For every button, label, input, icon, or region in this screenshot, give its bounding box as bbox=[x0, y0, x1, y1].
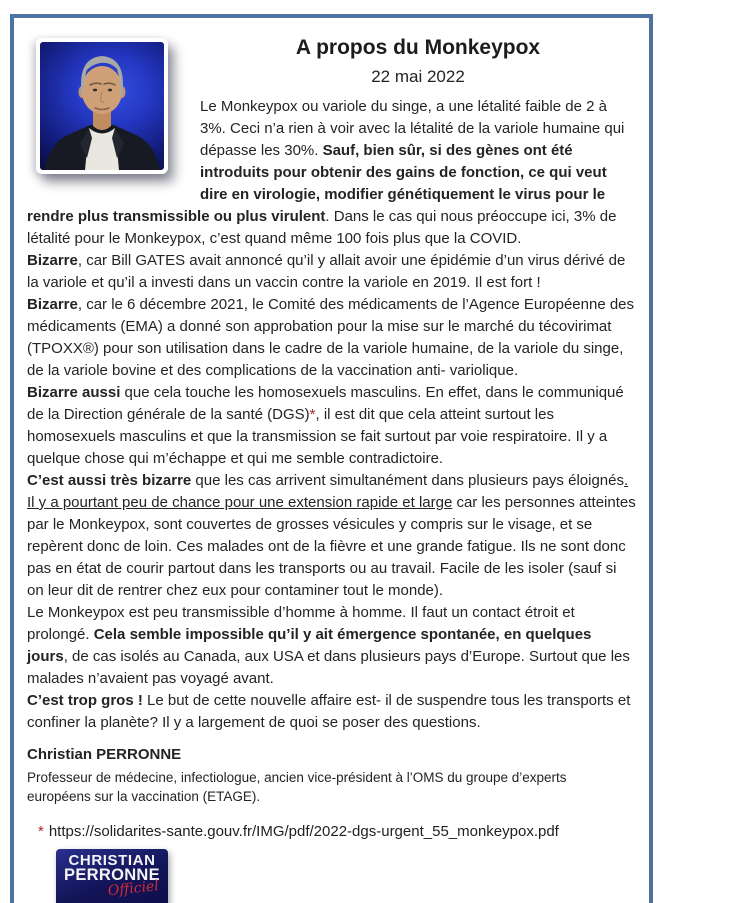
paragraph bbox=[27, 382, 636, 470]
text-segment: , il est dit que cela atteint surtout les homosexuels masculins et que la transmission se fait surtout par voie respiratoire. Il y a quelque chose qui m’échappe et qui me semble contradictoire. bbox=[27, 406, 608, 467]
body-paragraphs bbox=[27, 96, 636, 734]
text-segment: , de cas isolés au Canada, aux USA et dans plusieurs pays d’Europe. Surtout que les malades n’avaient pas voyagé avant. bbox=[27, 648, 630, 687]
text-segment: C’est aussi très bizarre bbox=[27, 472, 192, 489]
text-segment: Sauf, bien sûr, si des gènes ont été introduits pour obtenir des gains de fonction, ce qui veut dire en virologie, modifier génétiquement le virus pour le rendre plus transmissible ou plus virulent bbox=[27, 142, 607, 225]
text-segment: C’est trop gros ! bbox=[27, 692, 143, 709]
portrait-photo bbox=[36, 38, 168, 174]
person-illustration bbox=[40, 42, 164, 170]
document-frame bbox=[10, 14, 653, 903]
text-segment: Le Monkeypox ou variole du singe, a une létalité faible de 2 à 3%. Ceci n’a rien à voir avec la létalité de la variole humaine qui dépasse les 30%. bbox=[200, 98, 625, 159]
text-segment: que les cas arrivent simultanément dans plusieurs pays éloignés bbox=[191, 472, 624, 489]
paragraph bbox=[27, 690, 636, 734]
paragraph bbox=[27, 294, 636, 382]
text-segment: que cela touche les homosexuels masculins. En effet, dans le communiqué de la Direction générale de la santé (DGS) bbox=[27, 384, 624, 423]
signature-role: Professeur de médecine, infectiologue, ancien vice-président à l’OMS du groupe d’experts européens sur la vaccination (ETAGE). bbox=[27, 770, 567, 804]
signature-name: Christian PERRONNE bbox=[27, 746, 182, 763]
footnote bbox=[27, 822, 636, 842]
paragraph bbox=[27, 470, 636, 602]
portrait-photo-image bbox=[40, 42, 164, 170]
text-segment: Le but de cette nouvelle affaire est- il de suspendre tous les transports et confiner la planète? Il y a largement de quoi se poser des questions. bbox=[27, 692, 631, 731]
logo-officiel-label: Officiel bbox=[107, 878, 160, 900]
footnote-marker: * bbox=[38, 823, 44, 840]
text-segment: Bizarre bbox=[27, 296, 78, 313]
text-segment: Cela semble impossible qu’il y ait émergence spontanée, en quelques jours bbox=[27, 626, 592, 665]
logo-line1: CHRISTIAN bbox=[68, 852, 156, 869]
text-segment: Le Monkeypox est peu transmissible d’homme à homme. Il faut un contact étroit et prolongé. bbox=[27, 604, 575, 643]
paragraph bbox=[27, 250, 636, 294]
footnote-url: https://solidarites-sante.gouv.fr/IMG/pdf/2022-dgs-urgent_55_monkeypox.pdf bbox=[48, 823, 559, 840]
logo-line2: PERRONNE bbox=[64, 866, 160, 884]
text-segment: Bizarre bbox=[27, 252, 78, 269]
document-date: 22 mai 2022 bbox=[371, 67, 465, 86]
text-segment: . Dans le cas qui nous préoccupe ici, 3% de létalité pour le Monkeypox, c’est quand même 100 fois plus que la COVID. bbox=[27, 208, 617, 247]
text-segment: , car le 6 décembre 2021, le Comité des médicaments de l’Agence Européenne des médicaments (EMA) a donné son approbation pour la mise sur le marché du técovirimat (TPOXX®) pour son utilisation dans le cadre de la variole humaine, de la variole du singe, de la variole bovine et des complications de la vaccination anti- variolique. bbox=[27, 296, 635, 379]
page-title: A propos du Monkeypox bbox=[295, 36, 541, 59]
text-segment: car les personnes atteintes par le Monkeypox, sont couvertes de grosses vésicules y compris sur le visage, et se repèrent donc de loin. Ces malades ont de la fièvre et une grande fatigue. Ils ne sont donc pas en état de courir partout dans les transports ou au travail. Facile de les isoler (sauf si on leur dit de rentrer chez eux pour contaminer tout le monde). bbox=[27, 494, 636, 599]
text-segment: * bbox=[309, 406, 316, 423]
text-segment: . Il y a pourtant peu de chance pour une extension rapide et large bbox=[27, 472, 629, 511]
text-segment: , car Bill GATES avait annoncé qu’il y allait avoir une épidémie d’un virus dérivé de la variole et qu’il a investi dans un vaccin contre la variole en 2019. Il est fort ! bbox=[27, 252, 626, 291]
paragraph bbox=[27, 602, 636, 690]
text-segment: Bizarre aussi bbox=[27, 384, 121, 401]
channel-logo bbox=[56, 849, 168, 903]
